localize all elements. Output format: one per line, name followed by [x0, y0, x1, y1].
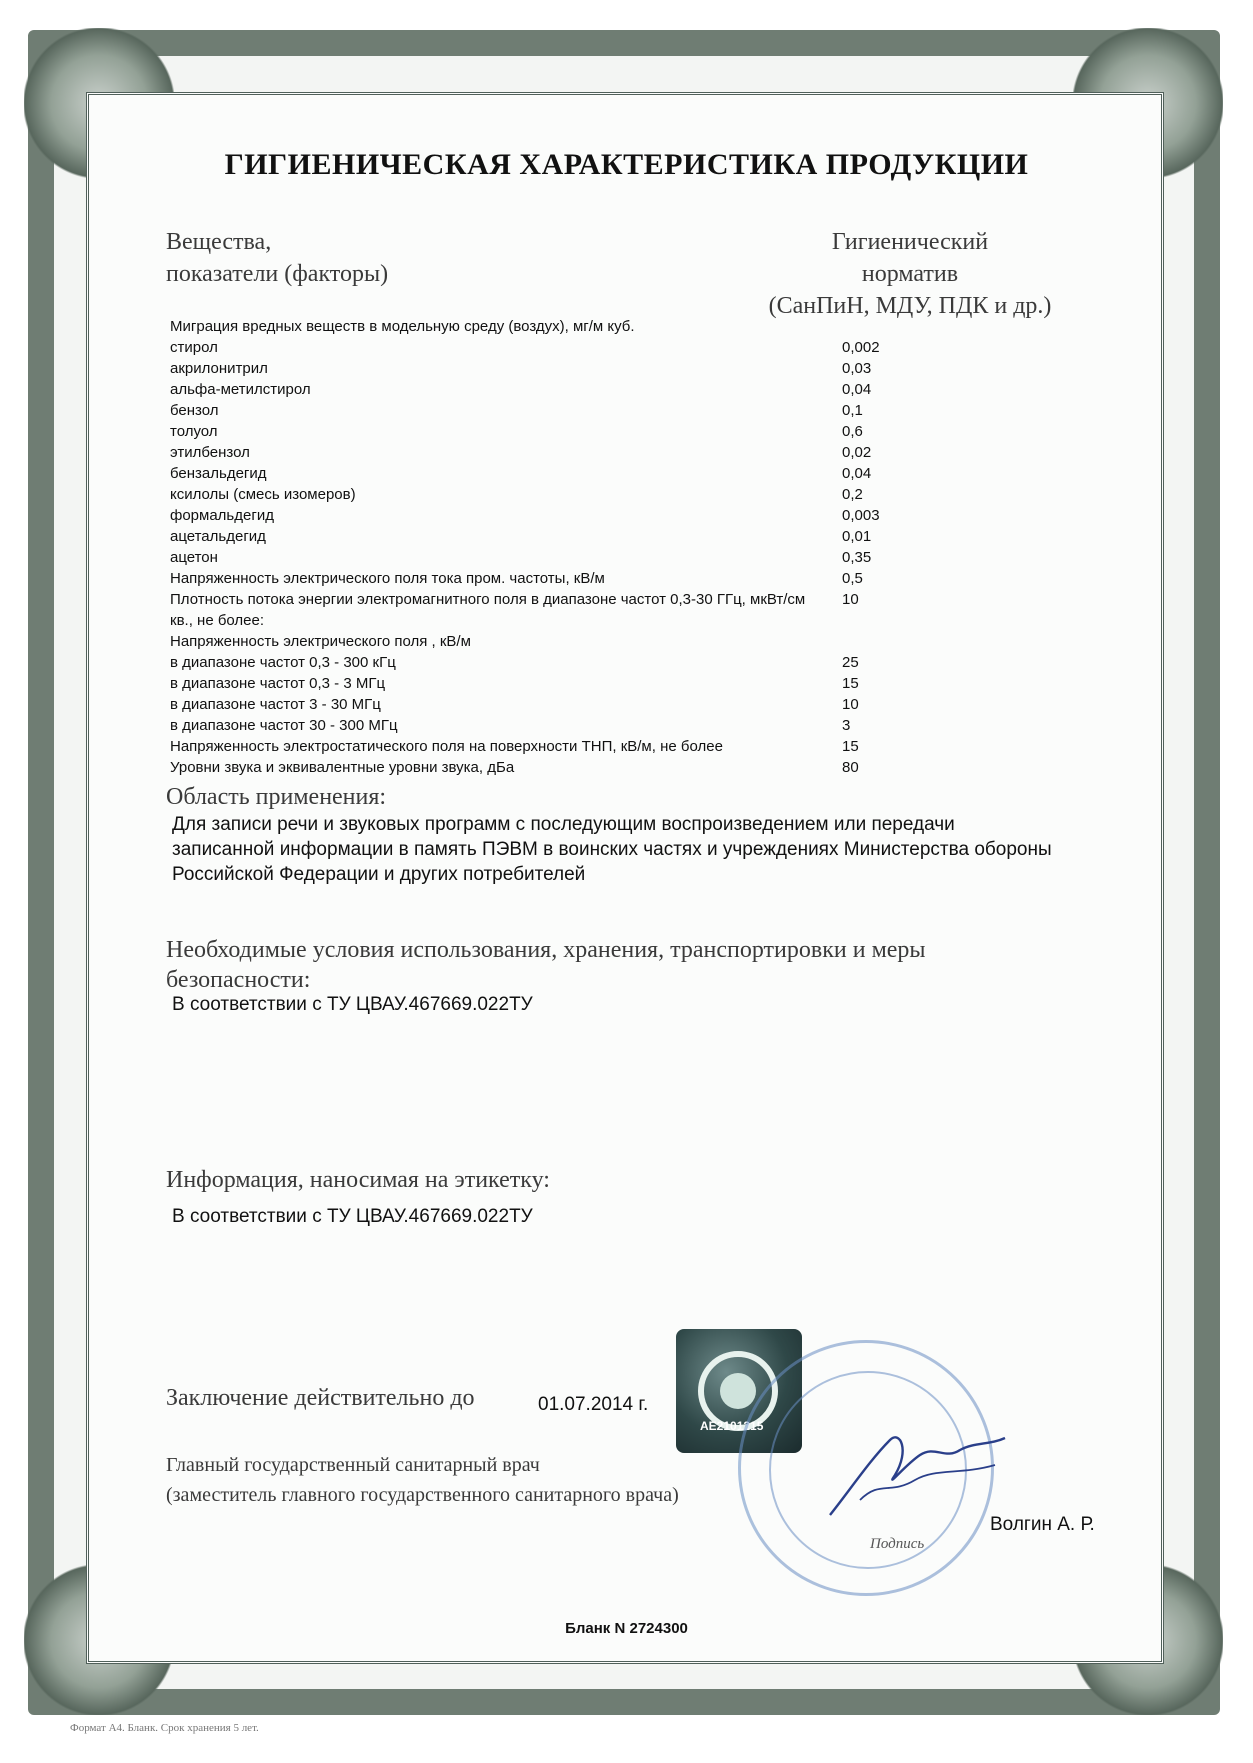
table-row: этилбензол 0,02 — [170, 444, 872, 461]
label-info-text: В соответствии с ТУ ЦВАУ.467669.022ТУ — [172, 1206, 533, 1227]
table-row: формальдегид 0,003 — [170, 507, 880, 524]
table-row: ксилолы (смесь изомеров) 0,2 — [170, 486, 863, 503]
doctor-title: Главный государственный санитарный врач (заместитель главного государственного санитарного врача) — [166, 1454, 679, 1506]
table-row: Плотность потока энергии электромагнитного поля в диапазоне частот 0,3-30 ГГц, мкВт/см кв., не более: 10 — [170, 591, 859, 629]
document-title: ГИГИЕНИЧЕСКАЯ ХАРАКТЕРИСТИКА ПРОДУКЦИИ — [224, 148, 1029, 181]
signature — [820, 1420, 1010, 1530]
norm-column-header: Гигиенический норматив (СанПиН, МДУ, ПДК и др.) — [768, 229, 1052, 319]
label-info-label: Информация, наносимая на этикетку: — [166, 1167, 550, 1193]
table-row: Миграция вредных веществ в модельную среду (воздух), мг/м куб. — [170, 318, 635, 335]
conditions-label: Необходимые условия использования, хранения, транспортировки и меры безопасности: — [166, 937, 926, 993]
table-row: в диапазоне частот 0,3 - 3 МГц 15 — [170, 675, 859, 692]
scope-label: Область применения: — [166, 784, 387, 810]
footer-note: Формат А4. Бланк. Срок хранения 5 лет. — [70, 1722, 259, 1734]
doctor-name: Волгин А. Р. — [990, 1514, 1095, 1535]
table-row: бензол 0,1 — [170, 402, 863, 419]
validity-label: Заключение действительно до — [166, 1385, 475, 1411]
hologram-core — [720, 1373, 756, 1409]
table-row: в диапазоне частот 30 - 300 МГц 3 — [170, 717, 851, 734]
table-row: Напряженность электростатического поля на поверхности ТНП, кВ/м, не более 15 — [170, 738, 859, 755]
signature-caption: Подпись — [870, 1536, 925, 1552]
table-row: акрилонитрил 0,03 — [170, 360, 872, 377]
substances-column-header: Вещества, показатели (факторы) — [166, 229, 389, 287]
table-row: Уровни звука и эквивалентные уровни звука, дБа 80 — [170, 759, 859, 776]
hologram-number: АЕ2101215 — [700, 1419, 764, 1433]
validity-date: 01.07.2014 г. — [538, 1394, 649, 1415]
table-row: ацетон 0,35 — [170, 549, 872, 566]
table-row: стирол 0,002 — [170, 339, 880, 356]
table-row: в диапазоне частот 3 - 30 МГц 10 — [170, 696, 859, 713]
table-row: Напряженность электрического поля , кВ/м — [170, 633, 471, 650]
scope-text: Для записи речи и звуковых программ с последующим воспроизведением или передачи записанной информации в память ПЭВМ в воинских частях и учреждениях Министерства обороны Российской Федерации и других потребителей — [172, 814, 1052, 885]
table-row: ацетальдегид 0,01 — [170, 528, 872, 545]
conditions-text: В соответствии с ТУ ЦВАУ.467669.022ТУ — [172, 994, 533, 1015]
table-row: бензальдегид 0,04 — [170, 465, 872, 482]
indicators-table — [170, 316, 950, 778]
table-row: альфа-метилстирол 0,04 — [170, 381, 872, 398]
table-row: в диапазоне частот 0,3 - 300 кГц 25 — [170, 654, 859, 671]
blank-number: Бланк N 2724300 — [565, 1620, 688, 1637]
table-row: толуол 0,6 — [170, 423, 863, 440]
table-row: Напряженность электрического поля тока пром. частоты, кВ/м 0,5 — [170, 570, 863, 587]
